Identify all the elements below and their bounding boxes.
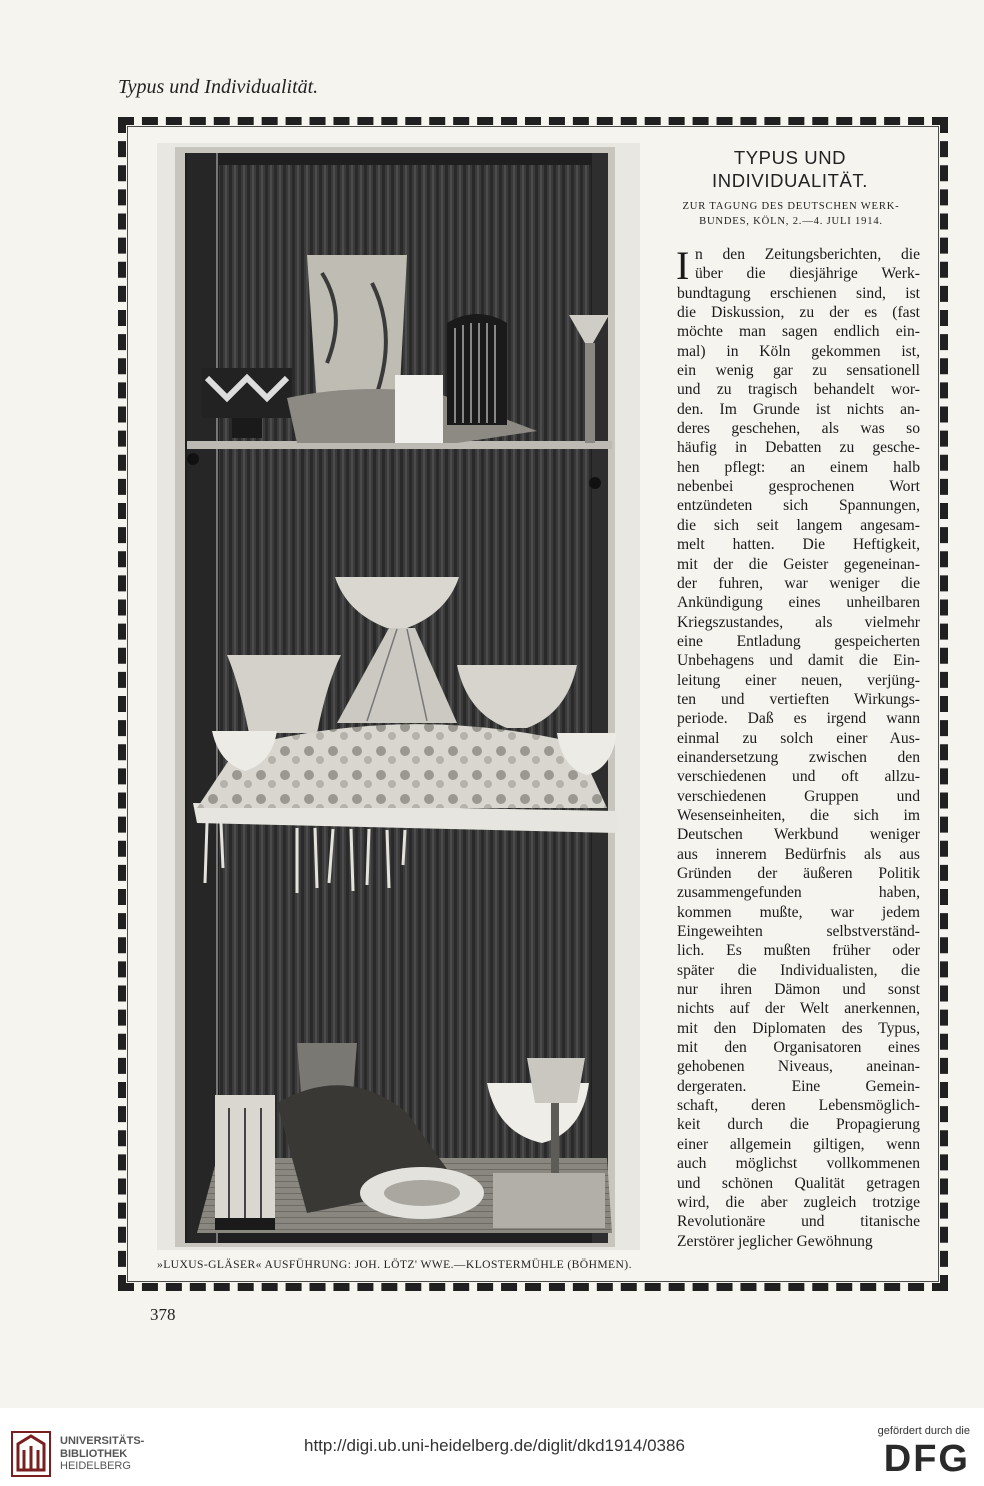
article-body-text: [677, 245, 920, 1251]
article-body-line: Kriegszustandes, als vielmehr: [677, 613, 920, 631]
article-body-line: periode. Daß es irgend wann: [677, 710, 920, 728]
article-body-line: verschiedenen Gruppen und: [677, 787, 920, 805]
drop-cap: I: [676, 243, 690, 288]
article-body-line: Unbehagens und damit die Ein-: [677, 652, 920, 670]
photograph-glass-display-cabinet: [157, 143, 640, 1250]
article-body-line: gehobenen Niveaus, aneinan-: [677, 1058, 920, 1076]
photo-caption: »LUXUS-GLÄSER« AUSFÜHRUNG: JOH. LÖTZ' WWE.—KLOSTERMÜHLE (BÖHMEN).: [157, 1258, 632, 1271]
library-emblem-icon: [10, 1430, 52, 1478]
funding-credit: [840, 1425, 970, 1481]
article-body-line: Eingeweihten selbstverständ-: [677, 923, 920, 941]
article-body-line: nichts auf der Welt anerkennen,: [677, 1000, 920, 1018]
library-logo[interactable]: [10, 1430, 144, 1478]
running-head: Typus und Individualität.: [118, 76, 319, 98]
article-body-line: und zu tragisch behandelt wor-: [677, 381, 920, 399]
page-number: 378: [150, 1305, 176, 1324]
article-body-line: mal) in Köln gekommen ist,: [677, 342, 920, 360]
article-title-line-1: TYPUS UND: [733, 147, 847, 168]
article-subtitle-line-1: ZUR TAGUNG DES DEUTSCHEN WERK-: [682, 201, 900, 212]
article-body-line: bundtagung erschienen sind, ist: [677, 284, 920, 302]
article-body-line: schaft, deren Lebensmöglich-: [677, 1097, 920, 1115]
library-name-line-2: BIBLIOTHEK: [60, 1447, 128, 1460]
article-body-line: später die Individualisten, die: [677, 961, 920, 979]
article-body-line: nebenbei gesprochenen Wort: [677, 478, 920, 496]
article-body-line: keit durch die Propagierung: [677, 1116, 920, 1134]
article-body-line: nur ihren Dämon und sonst: [677, 981, 920, 999]
article-body-line: kommen mußte, war jedem: [677, 903, 920, 921]
dfg-logo: DFG: [883, 1438, 970, 1480]
article-body-line: die sich seit langem angesam-: [677, 516, 920, 534]
article-body-line: der fuhren, war weniger die: [677, 574, 920, 592]
article-body-line: über die diesjährige Werk-: [695, 265, 920, 283]
article-subtitle-line-2: BUNDES, KÖLN, 2.—4. JULI 1914.: [699, 216, 883, 227]
article-body-line: mit den Organisatoren eines: [677, 1039, 920, 1057]
article-body-line: entzündeten sich Spannungen,: [677, 497, 920, 515]
article-body-line: verschiedenen und oft allzu-: [677, 768, 920, 786]
article-body-line: die Diskussion, zu der es (fast: [677, 304, 920, 322]
article-body-line: mit der die Geister gegeneinan-: [677, 555, 920, 573]
article-body-line: n den Zeitungsberichten, die: [695, 246, 920, 263]
article-body-line: Wesenseinheiten, die sich im: [677, 806, 920, 824]
article-subtitle: [660, 199, 922, 229]
article-body-line: einandersetzung zwischen den: [677, 748, 920, 766]
article-body-line: einer allgemein giltigen, wenn: [677, 1135, 920, 1153]
article-body-line: Zerstörer jeglicher Gewöhnung: [677, 1232, 873, 1250]
article-body-line: leitung einer neuen, verjüng-: [677, 671, 920, 689]
article-body-line: und schönen Qualität getragen: [677, 1174, 920, 1192]
article-body-line: melt hatten. Die Heftigkeit,: [677, 536, 920, 554]
library-name-line-1: UNIVERSITÄTS-: [60, 1435, 145, 1448]
article-body-line: Deutschen Werkbund weniger: [677, 826, 920, 844]
article-body-line: deres geschehen, als was so: [677, 420, 920, 438]
article-body-line: dergeraten. Eine Gemein-: [677, 1077, 920, 1095]
article-body-line: hen pflegt: an einem halb: [677, 458, 920, 476]
article-body-line: eine Entladung gespeicherten: [677, 632, 920, 650]
article-body-line: den. Im Grunde ist nichts an-: [677, 400, 920, 418]
article-body-line: lich. Es mußten früher oder: [677, 942, 920, 960]
article-body-line: zusammengefunden haben,: [677, 884, 920, 902]
library-name: [60, 1435, 144, 1473]
article-body-line: mit den Diplomaten des Typus,: [677, 1019, 920, 1037]
article-body-line: Ankündigung eines unheilbaren: [677, 594, 920, 612]
article-body-line: Revolutionäre und titanische: [677, 1213, 920, 1231]
source-url-link[interactable]: http://digi.ub.uni-heidelberg.de/diglit/dkd1914/0386: [304, 1436, 685, 1455]
article-title-line-2: INDIVIDUALITÄT.: [712, 170, 868, 191]
article-body-line: ten und vertieften Wirkungs-: [677, 690, 920, 708]
article-body-line: häufig in Debatten zu gesche-: [677, 439, 920, 457]
article-body-line: Gründen der äußeren Politik: [677, 865, 920, 882]
article-body-line: wird, die aber zugleich trotzige: [677, 1193, 920, 1211]
article-body-line: ein wenig gar zu sensationell: [677, 362, 920, 380]
funding-text: gefördert durch die: [877, 1425, 970, 1437]
article-title: [655, 146, 925, 192]
article-body-line: einmal zu solch einer Aus-: [677, 729, 920, 747]
library-name-line-3: HEIDELBERG: [60, 1460, 131, 1473]
article-body-line: möchte man sagen endlich ein-: [677, 323, 920, 341]
article-body-line: auch möglichst vollkommenen: [677, 1155, 920, 1173]
article-body-line: aus innerem Bedürfnis als aus: [677, 845, 920, 863]
